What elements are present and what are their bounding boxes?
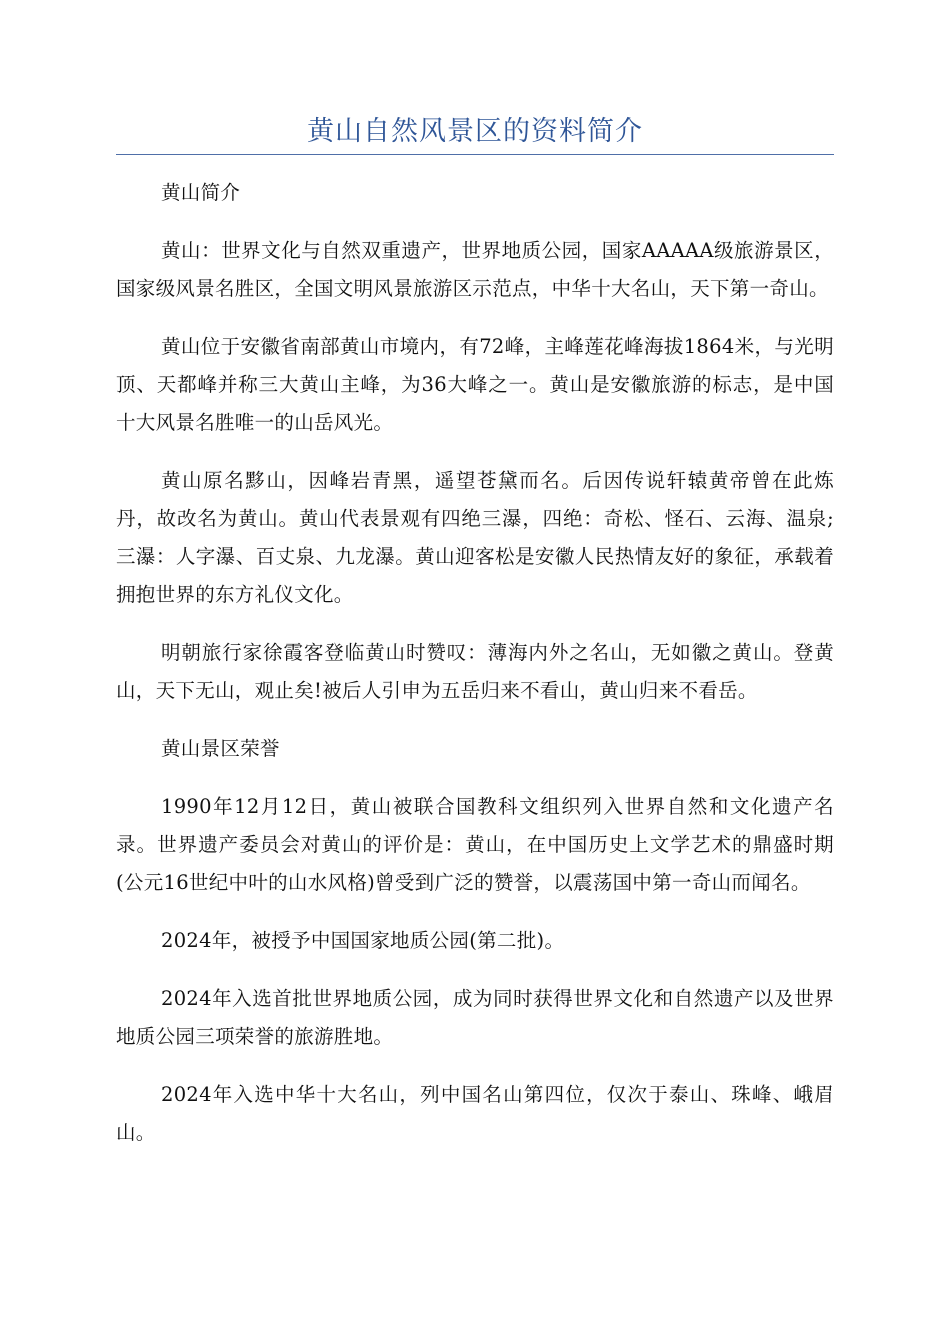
paragraph: 1990年12月12日，黄山被联合国教科文组织列入世界自然和文化遗产名录。世界遗产委员会对黄山的评价是：黄山，在中国历史上文学艺术的鼎盛时期(公元16世纪中叶的山水风格)曾受到广泛的赞誉，以震荡国中第一奇山而闻名。 [116,795,834,894]
paragraph: 黄山原名黟山，因峰岩青黑，遥望苍黛而名。后因传说轩辕黄帝曾在此炼丹，故改名为黄山。黄山代表景观有四绝三瀑，四绝：奇松、怪石、云海、温泉;三瀑：人字瀑、百丈泉、九龙瀑。黄山迎客松是安徽人民热情友好的象征，承载着拥抱世界的东方礼仪文化。 [116,469,834,606]
paragraph: 黄山位于安徽省南部黄山市境内，有72峰，主峰莲花峰海拔1864米，与光明顶、天都峰并称三大黄山主峰，为36大峰之一。黄山是安徽旅游的标志，是中国十大风景名胜唯一的山岳风光。 [116,335,834,434]
document-body [116,174,834,1172]
paragraph: 2024年入选中华十大名山，列中国名山第四位，仅次于泰山、珠峰、峨眉山。 [116,1083,834,1144]
title-underline [116,154,834,155]
paragraph: 2024年入选首批世界地质公园，成为同时获得世界文化和自然遗产以及世界地质公园三项荣誉的旅游胜地。 [116,987,834,1048]
document-title: 黄山自然风景区的资料简介 [307,116,643,147]
paragraph: 黄山：世界文化与自然双重遗产，世界地质公园，国家AAAAA级旅游景区，国家级风景名胜区，全国文明风景旅游区示范点，中华十大名山，天下第一奇山。 [116,239,834,300]
section-heading-honors: 黄山景区荣誉 [161,737,280,760]
paragraph: 明朝旅行家徐霞客登临黄山时赞叹：薄海内外之名山，无如徽之黄山。登黄山，天下无山，观止矣!被后人引申为五岳归来不看山，黄山归来不看岳。 [116,641,834,702]
paragraph: 2024年，被授予中国国家地质公园(第二批)。 [161,929,565,952]
section-heading-intro: 黄山简介 [161,181,241,204]
